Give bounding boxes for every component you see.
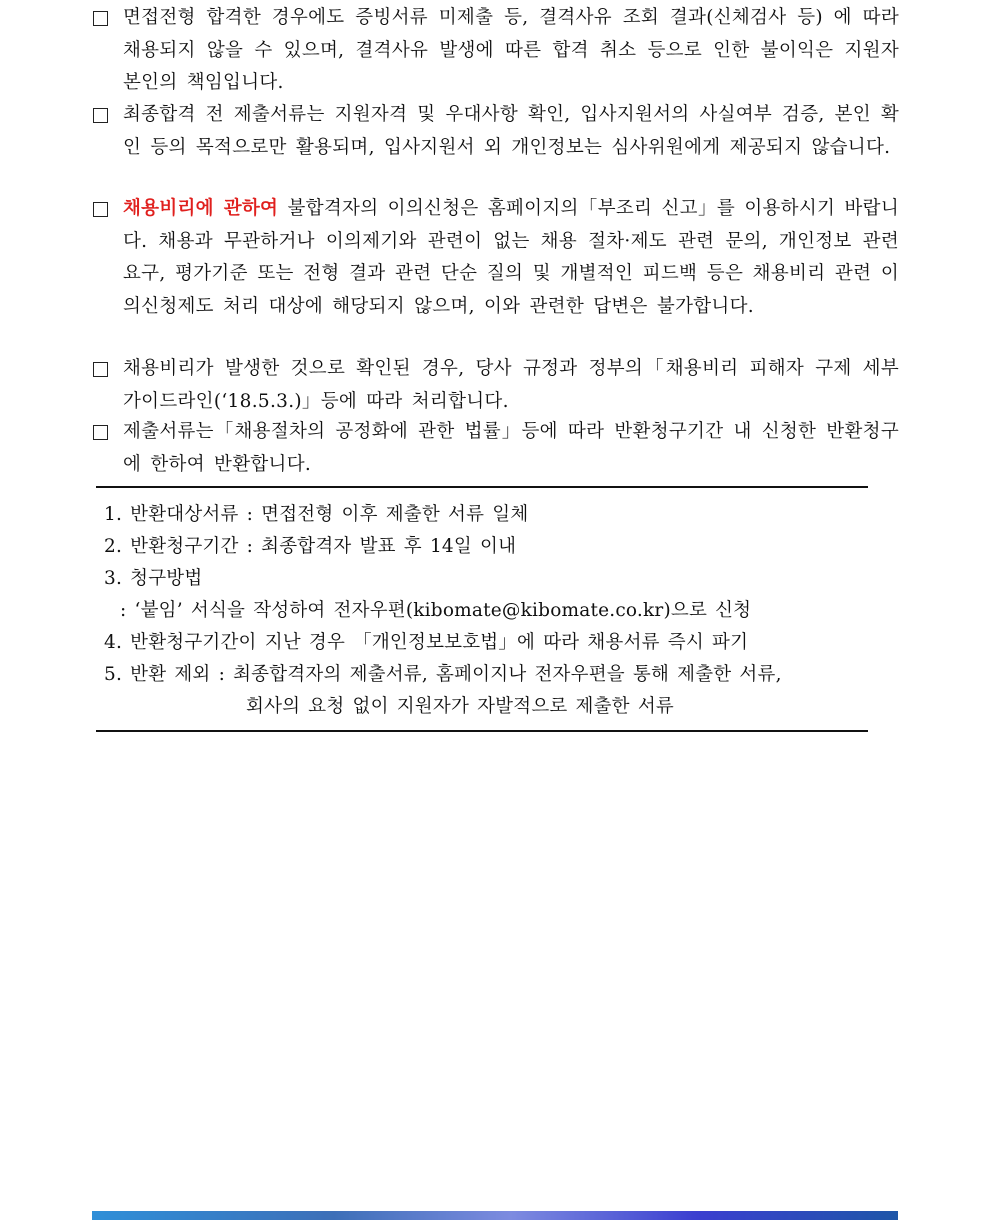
list-item-continuation: 회사의 요청 없이 지원자가 자발적으로 제출한 서류 xyxy=(246,696,674,717)
notice-item-victim-relief xyxy=(93,353,899,418)
divider-bottom xyxy=(96,730,868,732)
list-item: 5. 반환 제외 : 최종합격자의 제출서류, 홈페이지나 전자우편을 통해 제출한 서류, xyxy=(104,664,782,685)
checkbox-icon xyxy=(93,108,108,123)
notice-text: 채용비리가 발생한 것으로 확인된 경우, 당사 규정과 정부의「채용비리 피해자 구제 세부 가이드라인(‘18.5.3.)」등에 따라 처리합니다. xyxy=(123,358,899,412)
checkbox-icon xyxy=(93,202,108,217)
highlight-label: 채용비리에 관하여 xyxy=(123,198,279,219)
notice-item-disqualification xyxy=(93,2,899,100)
list-item: 4. 반환청구기간이 지난 경우 「개인정보보호법」에 따라 채용서류 즉시 파기 xyxy=(104,632,749,653)
notice-item-submitted-documents xyxy=(93,99,899,164)
notice-text: 제출서류는「채용절차의 공정화에 관한 법률」등에 따라 반환청구기간 내 신청한 반환청구에 한하여 반환합니다. xyxy=(123,421,899,475)
return-info-list xyxy=(104,499,874,723)
checkbox-icon xyxy=(93,11,108,26)
notice-text: 최종합격 전 제출서류는 지원자격 및 우대사항 확인, 입사지원서의 사실여부 검증, 본인 확인 등의 목적으로만 활용되며, 입사지원서 외 개인정보는 심사위원에게 제공되지 않습니다. xyxy=(123,104,899,158)
list-item: 3. 청구방법 xyxy=(104,568,203,589)
list-item-detail: : ‘붙임’ 서식을 작성하여 전자우편(kibomate@kibomate.co.kr)으로 신청 xyxy=(120,600,752,621)
notice-item-hiring-corruption xyxy=(93,193,899,323)
notice-text: 면접전형 합격한 경우에도 증빙서류 미제출 등, 결격사유 조회 결과(신체검사 등) 에 따라 채용되지 않을 수 있으며, 결격사유 발생에 따른 합격 취소 등으로 인한 불이익은 지원자 본인의 책임입니다. xyxy=(123,7,899,93)
divider-top xyxy=(96,486,868,488)
notice-text xyxy=(123,193,899,323)
notice-item-document-return xyxy=(93,416,899,481)
list-item: 1. 반환대상서류 : 면접전형 이후 제출한 서류 일체 xyxy=(104,504,529,525)
checkbox-icon xyxy=(93,425,108,440)
list-item: 2. 반환청구기간 : 최종합격자 발표 후 14일 이내 xyxy=(104,536,517,557)
footer-gradient-bar xyxy=(92,1211,898,1220)
notice-body: 불합격자의 이의신청은 홈페이지의「부조리 신고」를 이용하시기 바랍니다. 채용과 무관하거나 이의제기와 관련이 없는 채용 절차·제도 관련 문의, 개인정보 관련 요구, 평가기준 또는 전형 결과 관련 단순 질의 및 개별적인 피드백 등은 채용비리 관련 이의신청제도 처리 대상에 해당되지 않으며, 이와 관련한 답변은 불가합니다. xyxy=(123,198,900,317)
checkbox-icon xyxy=(93,362,108,377)
